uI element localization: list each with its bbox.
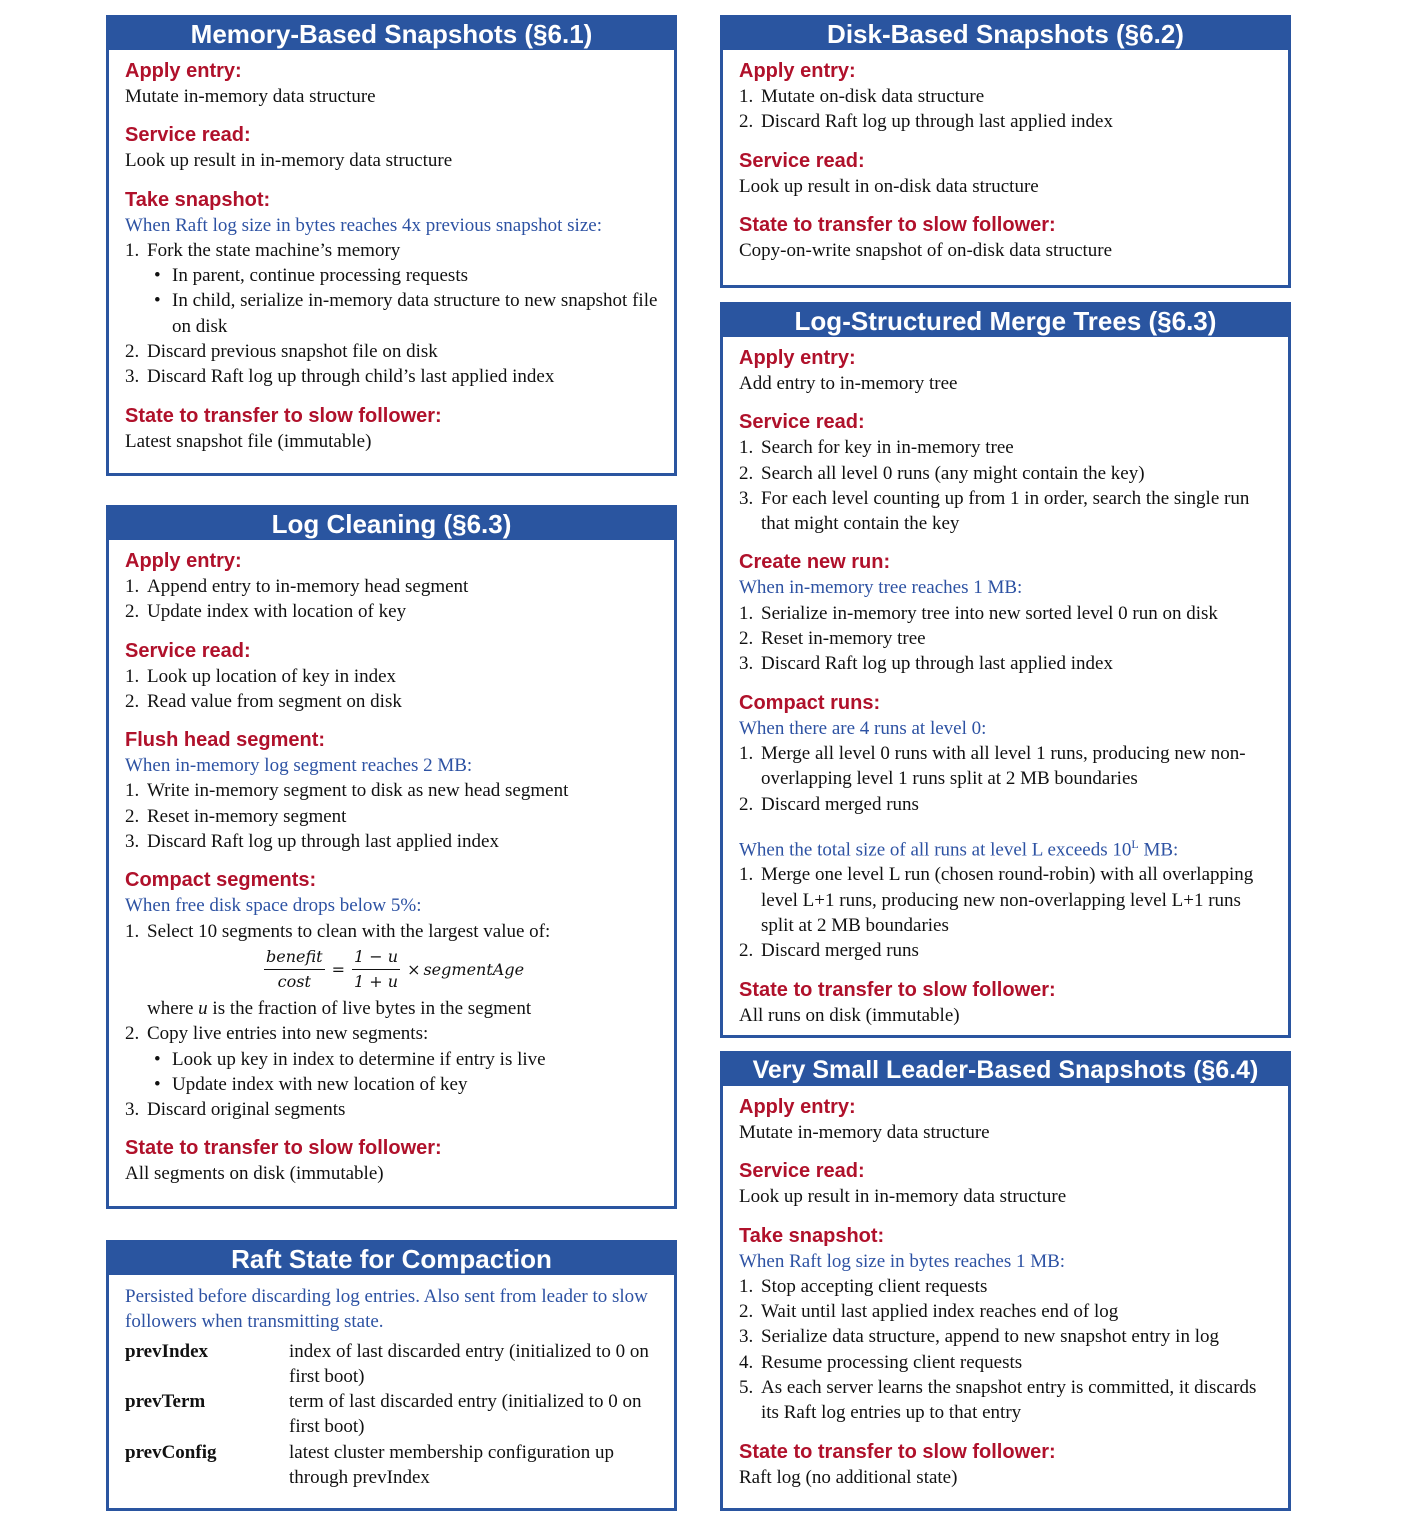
section-heading: Take snapshot: bbox=[739, 1224, 885, 1247]
list-item: 1. Mutate on-disk data structure bbox=[739, 86, 985, 107]
lsm-newrun-section bbox=[739, 550, 1272, 676]
trigger-condition: When there are 4 runs at level 0: bbox=[739, 717, 987, 739]
raft-state-title: Raft State for Compaction bbox=[109, 1243, 674, 1275]
var-name: prevTerm bbox=[125, 1391, 206, 1413]
disk-snapshots-box bbox=[720, 15, 1291, 288]
leader-transfer-section bbox=[739, 1440, 1272, 1490]
log-cleaning-box bbox=[106, 505, 677, 1209]
memory-snapshots-title: Memory-Based Snapshots (§6.1) bbox=[109, 18, 674, 50]
cleaning-flush-section bbox=[125, 728, 658, 854]
section-heading: State to transfer to slow follower: bbox=[739, 213, 1056, 236]
trigger-condition: When free disk space drops below 5%: bbox=[125, 895, 422, 917]
step-list bbox=[125, 919, 658, 944]
formula-rhs: $\frac{1 - u}{1 + u}$ bbox=[354, 947, 399, 992]
list-item: 2. Discard merged runs bbox=[739, 793, 919, 815]
disk-transfer-section bbox=[739, 213, 1272, 263]
disk-read-section bbox=[739, 149, 1272, 199]
list-item: 3. For each level counting up from 1 in order, search the single run that might contain the key bbox=[739, 487, 1250, 535]
list-item: 1. Select 10 segments to clean with the largest value of: bbox=[125, 920, 551, 942]
cleaning-apply-section bbox=[125, 549, 658, 625]
section-heading: Create new run: bbox=[739, 551, 891, 574]
list-item: 1. Stop accepting client requests bbox=[739, 1275, 988, 1297]
memory-read-section bbox=[125, 123, 658, 173]
cleaning-read-section bbox=[125, 639, 658, 715]
section-text: Latest snapshot file (immutable) bbox=[125, 430, 372, 452]
list-item: 1. Serialize in-memory tree into new sorted level 0 run on disk bbox=[739, 602, 1218, 624]
step-list bbox=[739, 862, 1272, 963]
list-item: 1. Fork the state machine’s memory • In parent, continue processing requests • In child, serialize in-memory data structure to new snapshot file on disk bbox=[125, 238, 658, 339]
state-var-row bbox=[125, 1339, 658, 1390]
list-item: 2. Discard Raft log up through last applied index bbox=[739, 111, 1113, 133]
memory-snapshots-box bbox=[106, 15, 677, 476]
trigger-condition: When Raft log size in bytes reaches 1 MB: bbox=[739, 1250, 1066, 1272]
trigger-condition: When in-memory log segment reaches 2 MB: bbox=[125, 755, 473, 777]
leader-snapshots-title: Very Small Leader-Based Snapshots (§6.4) bbox=[723, 1054, 1288, 1086]
state-var-row bbox=[125, 1440, 658, 1491]
bullet-item: • Update index with new location of key bbox=[154, 1073, 468, 1095]
section-heading: Service read: bbox=[739, 411, 865, 434]
section-heading: Apply entry: bbox=[739, 60, 856, 82]
list-item: 3. Discard Raft log up through child’s last applied index bbox=[125, 366, 555, 388]
section-heading: State to transfer to slow follower: bbox=[739, 978, 1056, 1001]
disk-apply-section bbox=[739, 59, 1272, 135]
var-name: prevConfig bbox=[125, 1441, 217, 1463]
section-heading: Compact runs: bbox=[739, 691, 881, 714]
cost-benefit-formula: $\frac{\text{benefit}}{\cos t}$ = $\frac{1 - u}{1 + u}$ × segmentAge bbox=[125, 944, 658, 996]
section-text: Raft log (no additional state) bbox=[739, 1466, 958, 1488]
section-heading: Compact segments: bbox=[125, 869, 317, 892]
raft-state-box bbox=[106, 1240, 677, 1511]
var-desc: term of last discarded entry (initialized to 0 on first boot) bbox=[289, 1391, 642, 1438]
section-text: All segments on disk (immutable) bbox=[125, 1163, 384, 1185]
lsm-trees-title: Log-Structured Merge Trees (§6.3) bbox=[723, 305, 1288, 337]
list-item: 3. Discard Raft log up through last applied index bbox=[739, 653, 1113, 675]
section-heading: State to transfer to slow follower: bbox=[125, 1137, 442, 1160]
list-item: 2. Search all level 0 runs (any might contain the key) bbox=[739, 462, 1145, 484]
bullet-list bbox=[147, 1047, 658, 1098]
list-item: 3. Discard original segments bbox=[125, 1099, 346, 1121]
formula-lhs: $\frac{\text{benefit}}{\cos t}$ bbox=[266, 947, 323, 992]
bullet-item: • In child, serialize in-memory data structure to new snapshot file on disk bbox=[154, 290, 658, 337]
section-heading: Apply entry: bbox=[125, 550, 242, 572]
list-item: 2. Reset in-memory segment bbox=[125, 805, 347, 827]
section-text: Look up result in on-disk data structure bbox=[739, 175, 1039, 197]
step-list bbox=[125, 1021, 658, 1122]
list-item: 1. Merge all level 0 runs with all level 1 runs, producing new non-overlapping level 1 runs split at 2 MB boundaries bbox=[739, 742, 1246, 790]
memory-transfer-section bbox=[125, 404, 658, 454]
section-text: Look up result in in-memory data structure bbox=[739, 1186, 1067, 1208]
section-heading: Take snapshot: bbox=[125, 188, 271, 211]
raft-state-intro: Persisted before discarding log entries. Also sent from leader to slow followers when transmitting state. bbox=[125, 1286, 648, 1333]
trigger-condition: When in-memory tree reaches 1 MB: bbox=[739, 577, 1023, 599]
section-text: Mutate in-memory data structure bbox=[125, 86, 376, 107]
section-text: Look up result in in-memory data structure bbox=[125, 150, 453, 172]
section-text: Mutate in-memory data structure bbox=[739, 1122, 990, 1143]
var-desc: index of last discarded entry (initialized to 0 on first boot) bbox=[289, 1340, 649, 1387]
step-list bbox=[125, 574, 658, 625]
list-item: 1. Search for key in in-memory tree bbox=[739, 437, 1014, 459]
cleaning-compact-section bbox=[125, 868, 658, 1122]
state-var-row bbox=[125, 1389, 658, 1440]
section-heading: Service read: bbox=[739, 1160, 865, 1183]
list-item: 2. Reset in-memory tree bbox=[739, 628, 926, 650]
step-list bbox=[739, 741, 1272, 817]
memory-snapshot-section bbox=[125, 188, 658, 390]
cleaning-transfer-section bbox=[125, 1136, 658, 1186]
leader-read-section bbox=[739, 1159, 1272, 1209]
var-name: prevIndex bbox=[125, 1340, 209, 1362]
section-heading: Service read: bbox=[125, 124, 251, 147]
list-item: 3. Serialize data structure, append to new snapshot entry in log bbox=[739, 1326, 1219, 1348]
leader-apply-section bbox=[739, 1095, 1272, 1145]
section-heading: Apply entry: bbox=[739, 347, 856, 369]
list-item: 2. Read value from segment on disk bbox=[125, 690, 402, 712]
list-item: 1. Append entry to in-memory head segment bbox=[125, 576, 469, 597]
lsm-trees-box bbox=[720, 302, 1291, 1038]
lsm-apply-section bbox=[739, 346, 1272, 396]
bullet-list bbox=[147, 263, 658, 339]
step-list bbox=[739, 1274, 1272, 1426]
list-item: 1. Write in-memory segment to disk as new head segment bbox=[125, 780, 569, 802]
formula-explanation: where u is the fraction of live bytes in the segment bbox=[147, 997, 532, 1019]
section-heading: Flush head segment: bbox=[125, 729, 326, 752]
section-heading: Service read: bbox=[739, 149, 865, 172]
section-heading: Apply entry: bbox=[125, 60, 242, 82]
list-item: 4. Resume processing client requests bbox=[739, 1351, 1023, 1373]
list-item: 2. Discard merged runs bbox=[739, 940, 919, 962]
lsm-compact-section bbox=[739, 691, 1272, 964]
step-list bbox=[125, 238, 658, 390]
list-item: 2. Update index with location of key bbox=[125, 601, 407, 623]
step-list bbox=[125, 778, 658, 854]
list-item: 2. Wait until last applied index reaches end of log bbox=[739, 1301, 1119, 1323]
section-heading: State to transfer to slow follower: bbox=[739, 1440, 1056, 1463]
log-cleaning-title: Log Cleaning (§6.3) bbox=[109, 508, 674, 540]
lsm-transfer-section bbox=[739, 978, 1272, 1028]
step-list bbox=[125, 664, 658, 715]
step-list bbox=[739, 84, 1272, 135]
list-item: 5. As each server learns the snapshot entry is committed, it discards its Raft log entries up to that entry bbox=[739, 1377, 1257, 1424]
bullet-item: • Look up key in index to determine if entry is live bbox=[154, 1048, 546, 1070]
var-desc: latest cluster membership configuration up through prevIndex bbox=[289, 1441, 615, 1489]
section-heading: Service read: bbox=[125, 639, 251, 662]
step-list bbox=[739, 601, 1272, 677]
section-heading: State to transfer to slow follower: bbox=[125, 404, 442, 427]
list-item: 2. Discard previous snapshot file on disk bbox=[125, 341, 438, 363]
list-item: 1. Merge one level L run (chosen round-robin) with all overlapping level L+1 runs, producing new non-overlapping level L+1 runs split at 2 MB boundaries bbox=[739, 864, 1254, 937]
section-heading: Apply entry: bbox=[739, 1096, 856, 1118]
leader-snapshots-box bbox=[720, 1051, 1291, 1511]
leader-snapshot-section bbox=[739, 1224, 1272, 1426]
section-text: Add entry to in-memory tree bbox=[739, 373, 958, 394]
disk-snapshots-title: Disk-Based Snapshots (§6.2) bbox=[723, 18, 1288, 50]
bullet-item: • In parent, continue processing requests bbox=[154, 265, 468, 287]
lsm-read-section bbox=[739, 410, 1272, 536]
section-text: All runs on disk (immutable) bbox=[739, 1004, 960, 1026]
list-item: 3. Discard Raft log up through last applied index bbox=[125, 831, 499, 853]
list-item: 1. Look up location of key in index bbox=[125, 665, 397, 687]
trigger-condition: When Raft log size in bytes reaches 4x previous snapshot size: bbox=[125, 214, 602, 236]
trigger-condition: When the total size of all runs at level L exceeds $10^L$ MB: bbox=[739, 836, 1179, 861]
memory-apply-section bbox=[125, 59, 658, 109]
step-list bbox=[739, 435, 1272, 536]
section-text: Copy-on-write snapshot of on-disk data structure bbox=[739, 239, 1113, 261]
list-item: 2. Copy live entries into new segments: • Look up key in index to determine if entry is live • Update index with new location of key bbox=[125, 1021, 658, 1097]
